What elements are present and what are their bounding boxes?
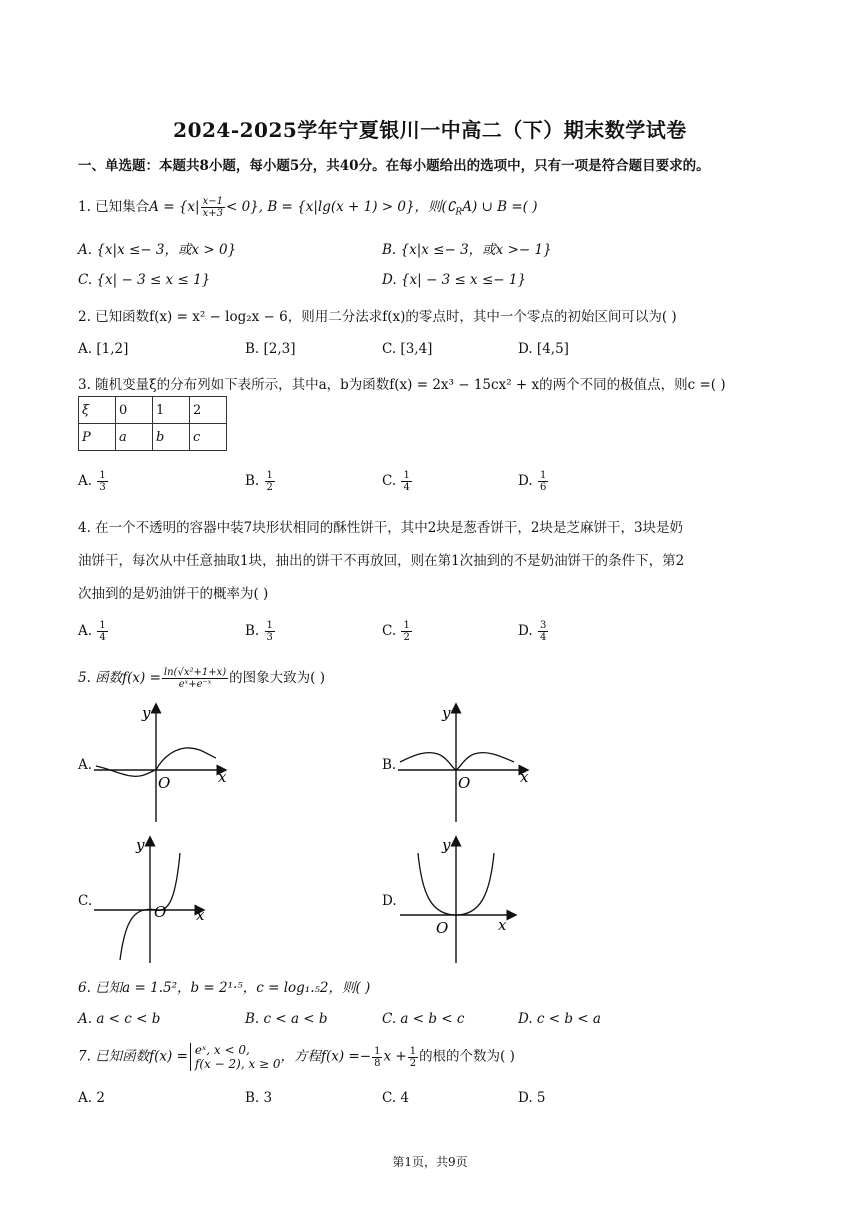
question-3: 3. 随机变量ξ的分布列如下表所示，其中a，b为函数f(x) = 2x³ − 15cx² + x的两个不同的极值点，则c =( ) [78, 377, 726, 393]
table-cell: b [153, 424, 190, 451]
q1-prefix: 1. 已知集合 [78, 199, 150, 215]
frac-num: 1 [539, 470, 547, 481]
origin-label: O [458, 774, 471, 792]
q3-option-b[interactable] [245, 470, 276, 493]
q7-option-d[interactable]: D. 5 [518, 1090, 546, 1106]
q5-post: 的图象大致为( ) [229, 670, 325, 686]
table-cell: 1 [153, 397, 190, 424]
q3-option-c[interactable] [382, 470, 413, 493]
q3-option-d[interactable] [518, 470, 549, 493]
q7-option-c[interactable]: C. 4 [382, 1090, 410, 1106]
y-label: y [136, 836, 145, 854]
origin-label: O [154, 903, 167, 921]
graph-a-label[interactable]: A. [78, 757, 93, 773]
q7-mid: ，方程f(x) =− [280, 1048, 372, 1065]
frac-den: 4 [99, 632, 106, 643]
q7-post: 的根的个数为( ) [419, 1048, 515, 1065]
question-5 [78, 666, 325, 690]
graph-b-label[interactable]: B. [382, 757, 397, 773]
frac-den: 4 [403, 482, 410, 493]
origin-label: O [158, 774, 171, 792]
q2-option-a[interactable]: A. [1,2] [78, 341, 129, 357]
frac-den: 2 [403, 632, 410, 643]
page-footer: 第1页，共9页 [392, 1155, 468, 1169]
graph-c[interactable] [90, 835, 220, 965]
x-label: x [196, 906, 205, 924]
q4-option-c[interactable] [382, 620, 413, 643]
frac-num: 3 [539, 620, 547, 631]
q2-option-c[interactable]: C. [3,4] [382, 341, 433, 357]
q4-option-a[interactable] [78, 620, 109, 643]
frac-num: 1 [403, 470, 410, 481]
option-label: C. [382, 623, 397, 639]
frac-den: 8 [374, 1057, 381, 1069]
frac-num: 1 [99, 470, 106, 481]
q5-prefix: 5. 函数f(x) = [78, 670, 161, 686]
question-4-line-2: 油饼干，每次从中任意抽取1块，抽出的饼干不再放回，则在第1次抽到的不是奶油饼干的条件下，第2 [78, 553, 685, 569]
table-cell: 2 [190, 397, 227, 424]
q7-option-b[interactable]: B. 3 [245, 1090, 273, 1106]
q6-option-b[interactable]: B. c < a < b [245, 1011, 328, 1027]
x-label: x [520, 768, 529, 786]
q1-option-c[interactable]: C. {x| − 3 ≤ x ≤ 1} [78, 272, 211, 288]
table-row [79, 424, 227, 451]
question-6: 6. 已知a = 1.5²，b = 2¹·⁵，c = log₁.₅2，则( ) [78, 980, 371, 996]
frac-num: 1 [403, 620, 410, 631]
table-cell: 0 [116, 397, 153, 424]
q1-option-d[interactable]: D. {x| − 3 ≤ x ≤− 1} [382, 272, 527, 288]
piecewise-brace [190, 1043, 281, 1071]
frac-num: 1 [266, 620, 273, 631]
q3-option-a[interactable] [78, 470, 109, 493]
q1-tail: A) ∪ B =( ) [462, 199, 538, 215]
page-title: 2024-2025学年宁夏银川一中高二（下）期末数学试卷 [173, 118, 687, 142]
q7-case-1: eˣ, x < 0, [194, 1043, 250, 1057]
question-2: 2. 已知函数f(x) = x² − log₂x − 6，则用二分法求f(x)的零点时，其中一个零点的初始区间可以为( ) [78, 309, 677, 325]
option-label: B. [245, 623, 260, 639]
frac-den: 4 [539, 632, 547, 643]
q6-option-c[interactable]: C. a < b < c [382, 1011, 465, 1027]
question-4-line-1: 4. 在一个不透明的容器中装7块形状相同的酥性饼干，其中2块是葱香饼干，2块是芝麻饼干，3块是奶 [78, 520, 684, 536]
q2-option-d[interactable]: D. [4,5] [518, 341, 569, 357]
x-label: x [498, 916, 507, 934]
question-7 [78, 1043, 515, 1071]
table-cell: a [116, 424, 153, 451]
graph-d-label[interactable]: D. [382, 893, 397, 909]
q1-set-a: A = {x| [149, 199, 200, 215]
graph-a[interactable] [90, 700, 240, 825]
q7-option-a[interactable]: A. 2 [78, 1090, 105, 1106]
frac-den: 6 [539, 482, 547, 493]
q7-case-2: f(x − 2), x ≥ 0 [194, 1057, 281, 1071]
q5-frac-num: ln(√x²+1+x) [163, 667, 227, 678]
q7-mid-2: x + [383, 1048, 407, 1065]
q1-subscript: R [455, 207, 463, 218]
origin-label: O [436, 919, 449, 937]
frac-den: 2 [409, 1057, 417, 1069]
q1-set-b: < 0}, B = {x|lg(x + 1) > 0}，则(∁ [225, 199, 456, 215]
table-cell: ξ [79, 397, 116, 424]
q4-option-b[interactable] [245, 620, 276, 643]
frac-den: 3 [266, 632, 273, 643]
q5-frac-den: eˣ+e⁻ˣ [178, 679, 212, 690]
frac-num: 1 [374, 1045, 381, 1057]
graph-b[interactable] [396, 700, 536, 825]
graph-c-label[interactable]: C. [78, 893, 93, 909]
table-cell: c [190, 424, 227, 451]
table-cell: P [79, 424, 116, 451]
q1-frac-den: x+3 [202, 208, 223, 219]
q1-option-a[interactable]: A. {x|x ≤− 3，或x > 0} [78, 242, 237, 258]
distribution-table [78, 396, 227, 451]
option-label: A. [78, 473, 93, 489]
q4-option-d[interactable] [518, 620, 549, 643]
frac-den: 3 [99, 482, 106, 493]
q1-option-b[interactable]: B. {x|x ≤− 3，或x >− 1} [382, 242, 552, 258]
q1-frac-num: x−1 [202, 196, 223, 207]
option-label: D. [518, 623, 533, 639]
q6-option-a[interactable]: A. a < c < b [78, 1011, 161, 1027]
question-4-line-3: 次抽到的是奶油饼干的概率为( ) [78, 586, 269, 602]
y-label: y [142, 704, 151, 722]
q2-option-b[interactable]: B. [2,3] [245, 341, 296, 357]
option-label: C. [382, 473, 397, 489]
table-row [79, 397, 227, 424]
question-1 [78, 195, 537, 219]
section-heading: 一、单选题：本题共8小题，每小题5分，共40分。在每小题给出的选项中，只有一项是符合题目要求的。 [78, 158, 710, 174]
option-label: D. [518, 473, 533, 489]
option-label: A. [78, 623, 93, 639]
q1-fraction [201, 196, 225, 219]
frac-num: 1 [266, 470, 273, 481]
q7-prefix: 7. 已知函数f(x) = [78, 1048, 188, 1065]
q5-fraction [162, 667, 228, 690]
graph-d[interactable] [396, 835, 526, 965]
option-label: B. [245, 473, 260, 489]
y-label: y [442, 836, 451, 854]
curve [400, 753, 514, 770]
frac-num: 1 [409, 1045, 417, 1057]
x-label: x [218, 768, 227, 786]
frac-num: 1 [99, 620, 106, 631]
y-label: y [442, 704, 451, 722]
frac-den: 2 [266, 482, 273, 493]
q6-option-d[interactable]: D. c < b < a [518, 1011, 601, 1027]
